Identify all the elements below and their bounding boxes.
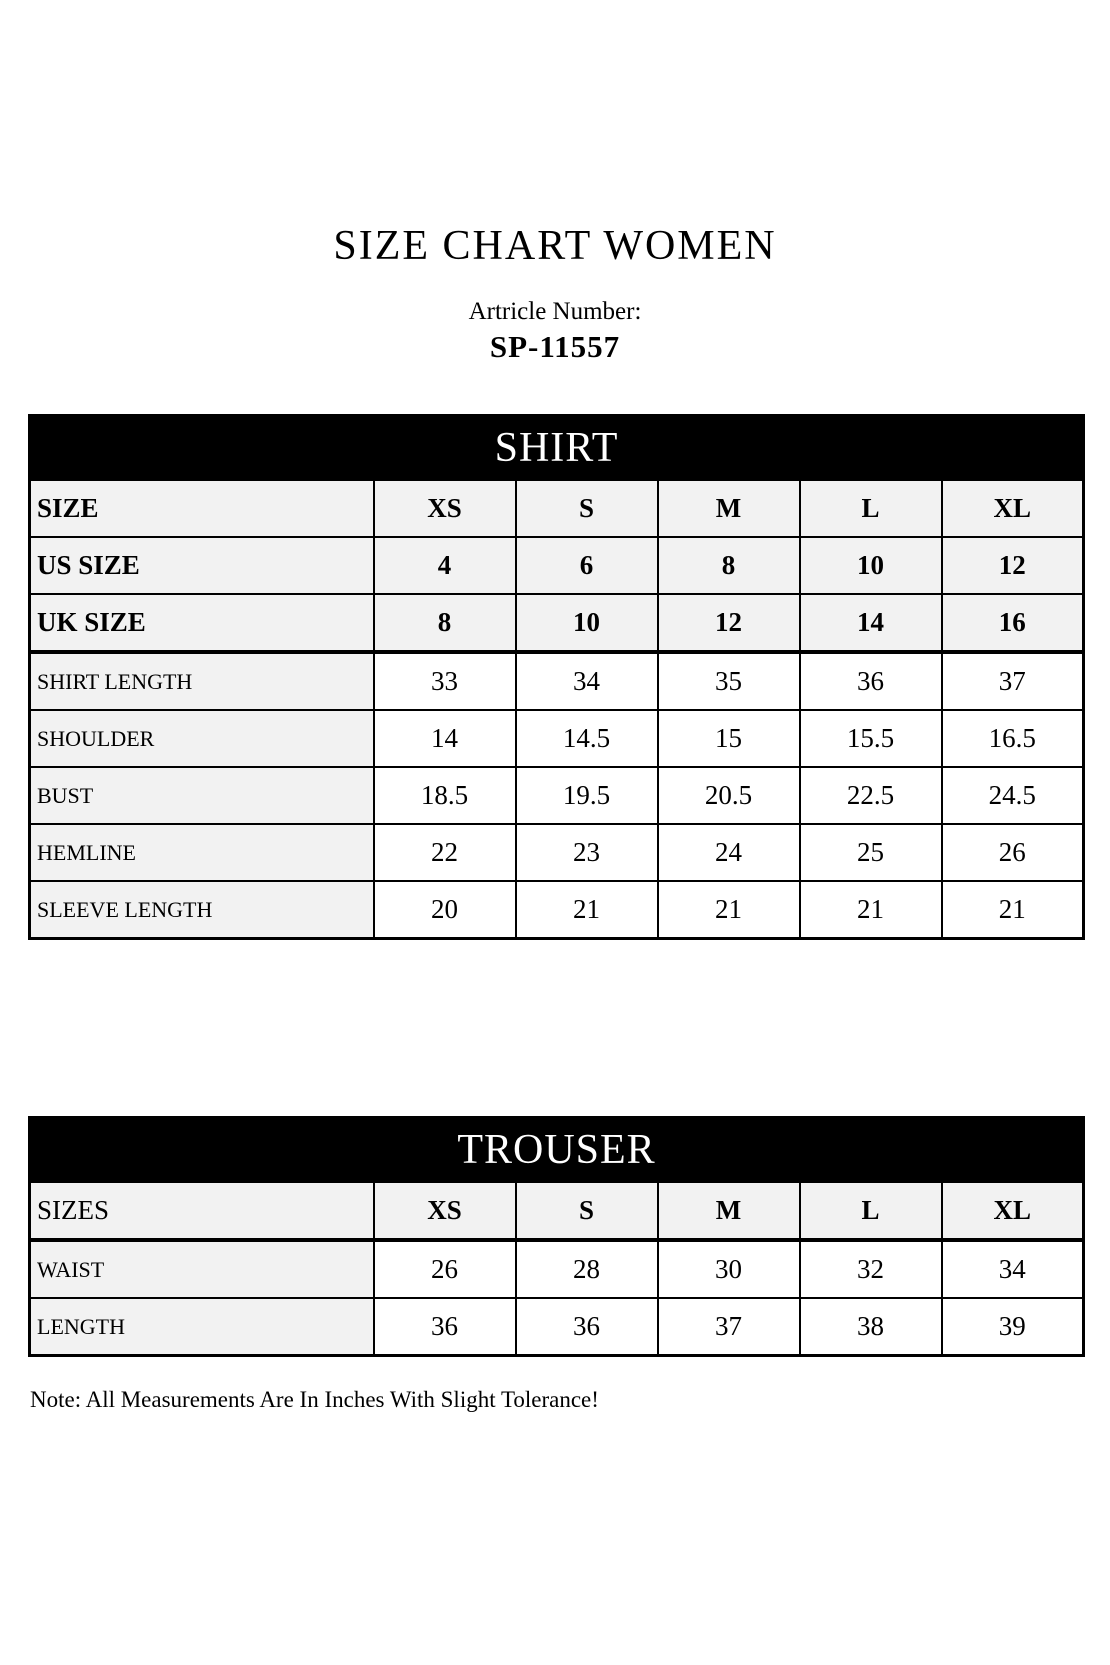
value-cell: 12 [658, 594, 800, 652]
table-row [30, 1298, 1084, 1356]
article-block [0, 298, 1110, 365]
value-cell: 38 [800, 1298, 942, 1356]
value-cell: 16 [942, 594, 1084, 652]
value-cell: 24 [658, 824, 800, 881]
value-cell: 28 [516, 1240, 658, 1298]
value-cell: 8 [374, 594, 516, 652]
note-text: Note: All Measurements Are In Inches With Slight Tolerance! [30, 1387, 599, 1412]
shirt-table-title-row [30, 416, 1084, 480]
shirt-table-title: SHIRT [30, 416, 1084, 480]
value-cell: XL [942, 480, 1084, 538]
value-cell: 36 [800, 652, 942, 710]
row-label: SHIRT LENGTH [30, 652, 374, 710]
row-label: HEMLINE [30, 824, 374, 881]
row-label: LENGTH [30, 1298, 374, 1356]
value-cell: 12 [942, 537, 1084, 594]
table-row [30, 652, 1084, 710]
value-cell: S [516, 1182, 658, 1241]
value-cell: 15.5 [800, 710, 942, 767]
table-row [30, 767, 1084, 824]
value-cell: XS [374, 1182, 516, 1241]
trouser-table-title: TROUSER [30, 1118, 1084, 1182]
value-cell: 25 [800, 824, 942, 881]
value-cell: L [800, 480, 942, 538]
value-cell: S [516, 480, 658, 538]
value-cell: M [658, 1182, 800, 1241]
value-cell: 22 [374, 824, 516, 881]
value-cell: 21 [942, 881, 1084, 939]
value-cell: 21 [658, 881, 800, 939]
table-row [30, 594, 1084, 652]
value-cell: 20.5 [658, 767, 800, 824]
value-cell: 21 [516, 881, 658, 939]
value-cell: 14 [374, 710, 516, 767]
value-cell: 39 [942, 1298, 1084, 1356]
table-row [30, 480, 1084, 538]
value-cell: 32 [800, 1240, 942, 1298]
article-number-label: Artricle Number: [468, 298, 642, 325]
page-title: SIZE CHART WOMEN [333, 223, 777, 269]
value-cell: 36 [516, 1298, 658, 1356]
value-cell: 37 [658, 1298, 800, 1356]
row-label: SHOULDER [30, 710, 374, 767]
value-cell: 34 [942, 1240, 1084, 1298]
value-cell: 37 [942, 652, 1084, 710]
table-row [30, 1240, 1084, 1298]
trouser-table [28, 1116, 1085, 1357]
value-cell: M [658, 480, 800, 538]
value-cell: 18.5 [374, 767, 516, 824]
trouser-table-title-row [30, 1118, 1084, 1182]
value-cell: 30 [658, 1240, 800, 1298]
value-cell: 14.5 [516, 710, 658, 767]
value-cell: XS [374, 480, 516, 538]
row-label: SIZE [30, 480, 374, 538]
shirt-table [28, 414, 1085, 940]
row-label: WAIST [30, 1240, 374, 1298]
table-row [30, 824, 1084, 881]
row-label: SLEEVE LENGTH [30, 881, 374, 939]
value-cell: 22.5 [800, 767, 942, 824]
table-row [30, 537, 1084, 594]
value-cell: 15 [658, 710, 800, 767]
value-cell: 23 [516, 824, 658, 881]
value-cell: 33 [374, 652, 516, 710]
article-number: SP-11557 [489, 329, 621, 364]
row-label: BUST [30, 767, 374, 824]
value-cell: 6 [516, 537, 658, 594]
value-cell: 35 [658, 652, 800, 710]
value-cell: 10 [516, 594, 658, 652]
row-label: SIZES [30, 1182, 374, 1241]
value-cell: L [800, 1182, 942, 1241]
value-cell: XL [942, 1182, 1084, 1241]
value-cell: 26 [374, 1240, 516, 1298]
value-cell: 24.5 [942, 767, 1084, 824]
value-cell: 36 [374, 1298, 516, 1356]
value-cell: 8 [658, 537, 800, 594]
value-cell: 21 [800, 881, 942, 939]
row-label: US SIZE [30, 537, 374, 594]
table-row [30, 881, 1084, 939]
table-row [30, 1182, 1084, 1241]
value-cell: 26 [942, 824, 1084, 881]
table-row [30, 710, 1084, 767]
value-cell: 4 [374, 537, 516, 594]
row-label: UK SIZE [30, 594, 374, 652]
value-cell: 14 [800, 594, 942, 652]
value-cell: 20 [374, 881, 516, 939]
value-cell: 10 [800, 537, 942, 594]
value-cell: 16.5 [942, 710, 1084, 767]
value-cell: 34 [516, 652, 658, 710]
value-cell: 19.5 [516, 767, 658, 824]
